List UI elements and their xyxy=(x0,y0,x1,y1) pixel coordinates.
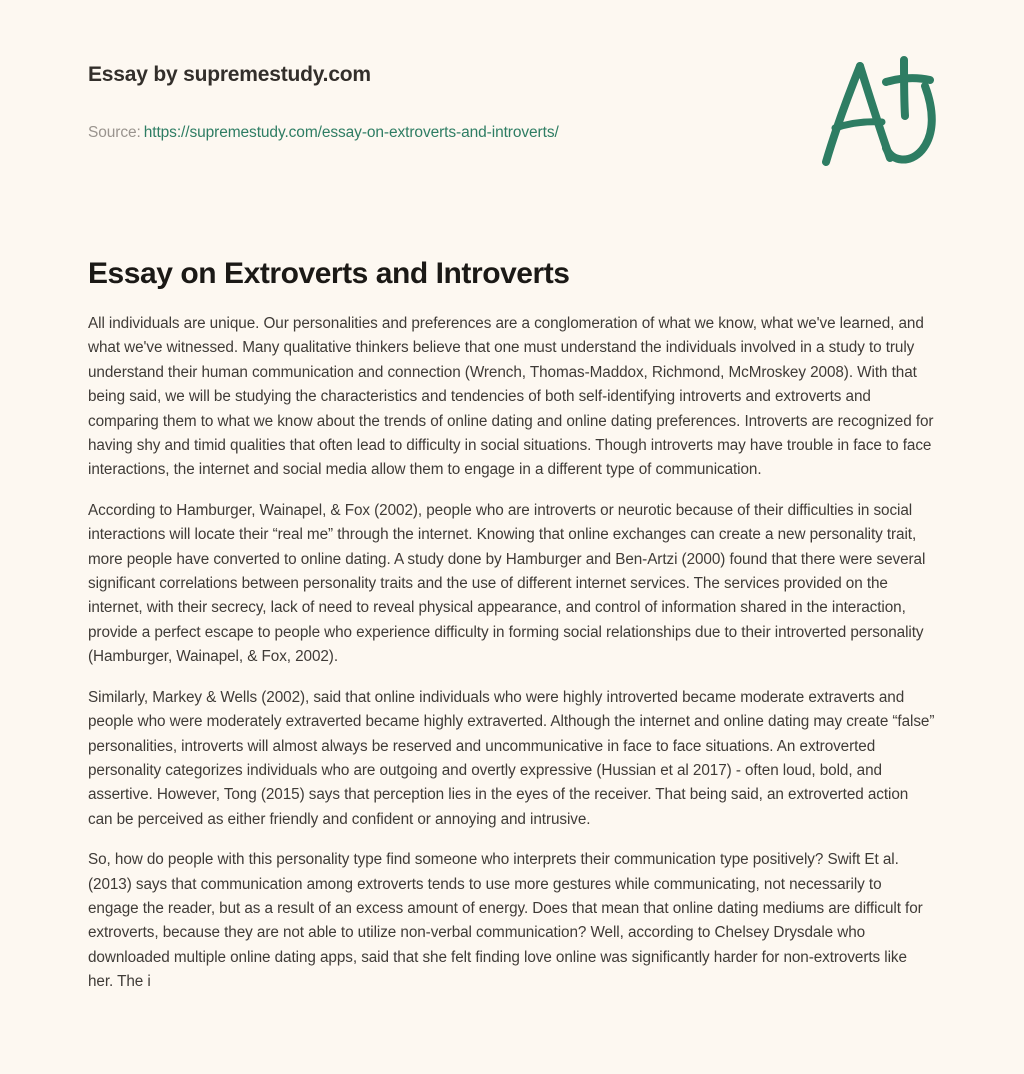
source-url-link[interactable]: https://supremestudy.com/essay-on-extroverts-and-introverts/ xyxy=(143,124,559,141)
article-body xyxy=(88,312,936,995)
a-plus-handwritten-logo xyxy=(812,52,952,177)
source-line xyxy=(88,124,559,142)
a-plus-logo-icon xyxy=(812,52,952,177)
paragraph: Similarly, Markey & Wells (2002), said that online individuals who were highly introverted became moderate extraverts and people who were moderately extraverted became highly extraverted. Although the internet and online dating may create “false” personalities, introverts will almost always be reserved and uncommunicative in face to face situations. An extroverted personality categorizes individuals who are outgoing and overtly expressive (Hussian et al 2017) - often loud, bold, and assertive. However, Tong (2015) says that perception lies in the eyes of the receiver. That being said, an extroverted action can be perceived as either friendly and confident or annoying and intrusive. xyxy=(88,688,935,828)
page-title: Essay on Extroverts and Introverts xyxy=(88,257,570,290)
paragraph: All individuals are unique. Our personalities and preferences are a conglomeration of what we know, what we've learned, and what we've witnessed. Many qualitative thinkers believe that one must understand the individuals involved in a study to truly understand their human communication and connection (Wrench, Thomas-Maddox, Richmond, McMroskey 2008). With that being said, we will be studying the characteristics and tendencies of both self-identifying introverts and extroverts and comparing them to what we know about the trends of online dating and online dating preferences. Introverts are recognized for having shy and timid qualities that often lead to difficulty in social situations. Though introverts may have trouble in face to face interactions, the internet and social media allow them to engage in a different type of communication. xyxy=(88,315,934,479)
paragraph: According to Hamburger, Wainapel, & Fox (2002), people who are introverts or neurotic because of their difficulties in social interactions will locate their “real me” through the internet. Knowing that online exchanges can create a new personality trait, more people have converted to online dating. A study done by Hamburger and Ben-Artzi (2000) found that there were several significant correlations between personality traits and the use of different internet services. The services provided on the internet, with their secrecy, lack of need to reveal physical appearance, and control of information shared in the interaction, provide a perfect escape to people who experience difficulty in forming social relationships due to their introverted personality (Hamburger, Wainapel, & Fox, 2002). xyxy=(88,501,926,666)
source-label: Source: xyxy=(88,124,141,141)
brand-title: Essay by supremestudy.com xyxy=(88,63,371,86)
paragraph: So, how do people with this personality type find someone who interprets their communication type positively? Swift Et al. (2013) says that communication among extroverts tends to use more gestures while communicating, not necessarily to engage the reader, but as a result of an excess amount of energy. Does that mean that online dating mediums are difficult for extroverts, because they are not able to utilize non-verbal communication? Well, according to Chelsey Drysdale who downloaded multiple online dating apps, said that she felt finding love online was significantly harder for non-extroverts like her. The i xyxy=(88,851,923,991)
